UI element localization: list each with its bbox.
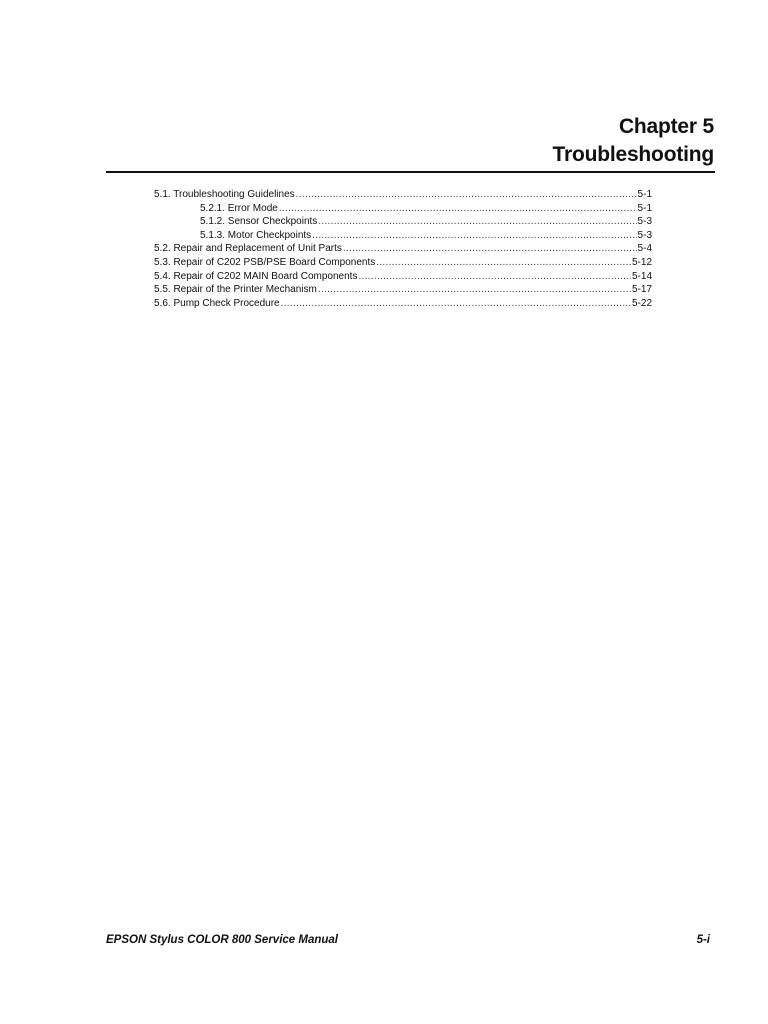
toc-entry-title: 5.5. Repair of the Printer Mechanism (154, 284, 317, 296)
toc-entry[interactable] (154, 270, 652, 284)
toc-leader-dots (318, 283, 631, 297)
toc-entry[interactable] (154, 188, 652, 202)
toc-leader-dots (279, 202, 637, 216)
table-of-contents (154, 188, 652, 310)
toc-leader-dots (312, 229, 636, 243)
toc-entry[interactable] (154, 202, 652, 216)
toc-leader-dots (318, 215, 636, 229)
toc-entry-title: 5.6. Pump Check Procedure (154, 297, 280, 309)
toc-entry-page: 5-4 (637, 243, 652, 255)
toc-entry-page: 5-3 (637, 216, 652, 228)
heading-divider (106, 171, 715, 173)
toc-entry-title: 5.2.1. Error Mode (200, 202, 278, 214)
toc-entry-title: 5.1.3. Motor Checkpoints (200, 229, 312, 241)
toc-entry-title: 5.4. Repair of C202 MAIN Board Components (154, 270, 358, 282)
toc-entry[interactable] (154, 297, 652, 311)
toc-entry-page: 5-1 (637, 189, 652, 200)
toc-entry[interactable] (154, 229, 652, 243)
toc-entry[interactable] (154, 215, 652, 229)
toc-entry-page: 5-12 (631, 256, 652, 268)
footer-page-number: 5-i (696, 934, 710, 946)
toc-leader-dots (376, 256, 631, 270)
toc-entry[interactable] (154, 283, 652, 297)
toc-entry-title: 5.3. Repair of C202 PSB/PSE Board Components (154, 256, 376, 268)
toc-entry-page: 5-3 (637, 229, 652, 241)
footer-manual-title: EPSON Stylus COLOR 800 Service Manual (106, 934, 338, 946)
toc-entry[interactable] (154, 256, 652, 270)
chapter-number: Chapter 5 (618, 115, 714, 138)
chapter-title: Troubleshooting (552, 143, 714, 166)
toc-entry-page: 5-22 (631, 297, 652, 309)
toc-leader-dots (343, 242, 637, 256)
toc-entry-page: 5-1 (637, 202, 652, 214)
toc-entry-page: 5-17 (631, 284, 652, 296)
toc-entry-page: 5-14 (631, 270, 652, 282)
toc-leader-dots (358, 270, 631, 284)
toc-entry-title: 5.1.2. Sensor Checkpoints (200, 216, 318, 228)
toc-entry-title: 5.2. Repair and Replacement of Unit Parts (154, 243, 342, 255)
toc-leader-dots (281, 297, 631, 311)
toc-entry[interactable] (154, 242, 652, 256)
chapter-heading (553, 113, 714, 169)
toc-entry-title: 5.1. Troubleshooting Guidelines (154, 189, 295, 200)
toc-leader-dots (296, 188, 637, 202)
